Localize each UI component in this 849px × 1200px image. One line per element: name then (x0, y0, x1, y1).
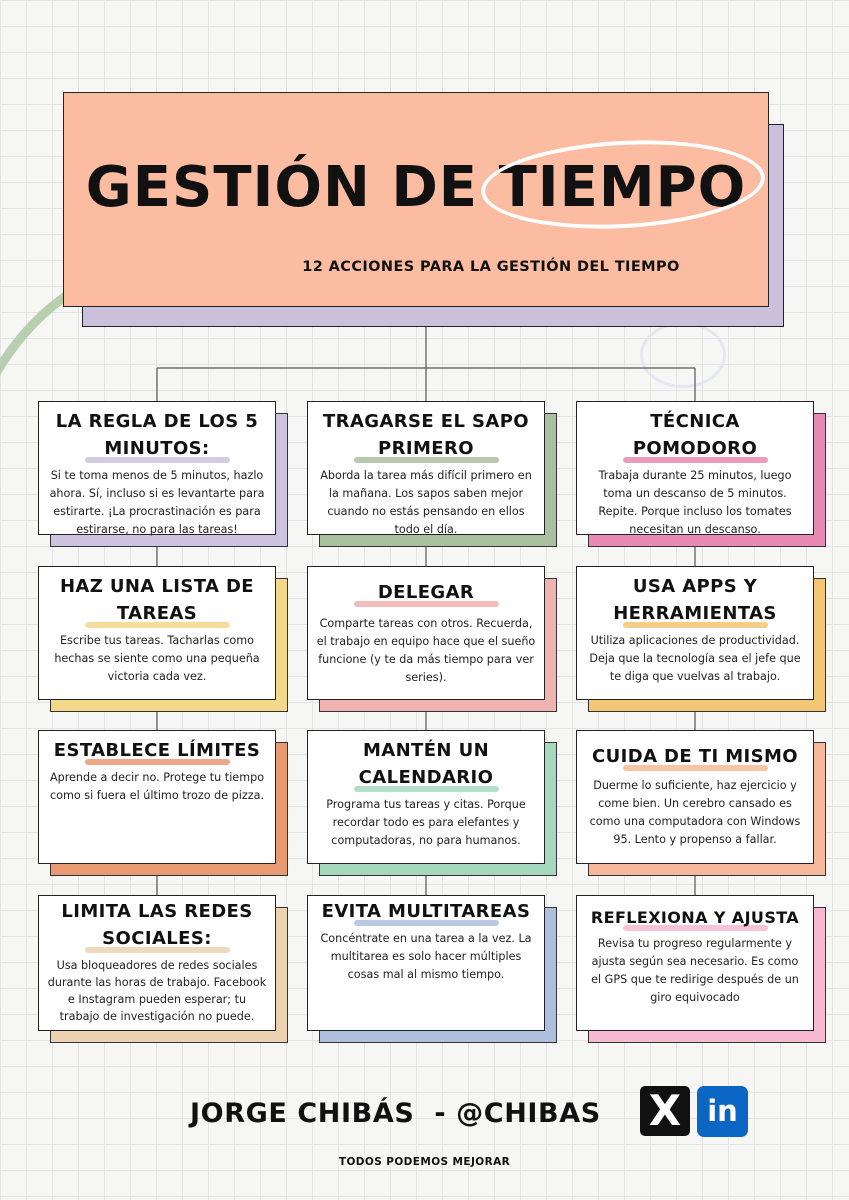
card-body: Usa bloqueadores de redes sociales durante las horas de trabajo. Facebook e Instagram pueden esperar; tu trabajo de investigación no puede. (47, 959, 267, 1023)
card-face (38, 730, 276, 864)
card-title: CUIDA DE TI MISMO (592, 746, 798, 767)
page-subtitle: 12 ACCIONES PARA LA GESTIÓN DEL TIEMPO (302, 259, 680, 275)
card-face (576, 730, 814, 864)
card-body: Trabaja durante 25 minutos, luego toma un descanso de 5 minutos. Repite. Porque incluso los tomates necesitan un descanso. (598, 469, 792, 536)
card-face (576, 566, 814, 700)
card-body: Duerme lo suficiente, haz ejercicio y come bien. Un cerebro cansado es como una computadora con Windows 95. Lento y propenso a fallar. (589, 779, 801, 846)
card-face (307, 895, 545, 1031)
author-handle: JORGE CHIBÁS - @CHIBAS (190, 1098, 601, 1129)
card-cuida-ti-mismo (576, 730, 814, 864)
card-face (307, 401, 545, 535)
card-body: Concéntrate en una tarea a la vez. La multitarea es solo hacer múltiples cosas mal al mismo tiempo. (320, 932, 532, 981)
card-face (38, 401, 276, 535)
card-face (307, 730, 545, 864)
card-apps-herramientas (576, 566, 814, 700)
card-calendario (307, 730, 545, 864)
card-body: Programa tus tareas y citas. Porque recordar todo es para elefantes y computadoras, no para humanos. (326, 798, 526, 847)
card-face (38, 895, 276, 1031)
card-title: TRAGARSE EL SAPO PRIMERO (323, 411, 529, 459)
card-title: HAZ UNA LISTA DE TAREAS (59, 576, 255, 624)
card-body: Si te toma menos de 5 minutos, hazlo ahora. Sí, incluso si es levantarte para estirarte. ¡La procrastinación es para estirarse, no para las tareas! (49, 469, 265, 536)
card-title: DELEGAR (377, 582, 475, 603)
title-highlight: TIEMPO (499, 155, 747, 220)
card-delegar (307, 566, 545, 700)
card-body: Aprende a decir no. Protege tu tiempo como si fuera el último trozo de pizza. (49, 771, 265, 802)
card-face (576, 401, 814, 535)
card-reflexiona-ajusta (576, 895, 814, 1031)
card-face (38, 566, 276, 700)
linkedin-icon[interactable]: in (697, 1086, 748, 1137)
card-body: Comparte tareas con otros. Recuerda, el trabajo en equipo hace que el sueño funcione (y te da más tiempo para ver series). (316, 617, 536, 684)
card-body: Revisa tu progreso regularmente y ajusta según sea necesario. Es como el GPS que te redirige después de un giro equivocado (591, 937, 799, 1004)
card-title: LIMITA LAS REDES SOCIALES: (61, 901, 253, 949)
card-evita-multitareas (307, 895, 545, 1031)
card-face (307, 566, 545, 700)
card-lista-tareas (38, 566, 276, 700)
card-title: MANTÉN UN CALENDARIO (358, 740, 494, 788)
card-title: REFLEXIONA Y AJUSTA (590, 908, 800, 927)
card-body: Aborda la tarea más difícil primero en la mañana. Los sapos saben mejor cuando no estás pensando en ellos todo el día. (320, 469, 532, 536)
tagline: TODOS PODEMOS MEJORAR (338, 1156, 511, 1168)
card-title: ESTABLECE LÍMITES (53, 740, 261, 761)
card-title: EVITA MULTITAREAS (321, 901, 531, 922)
card-body: Utiliza aplicaciones de productividad. Deja que la tecnología sea el jefe que te diga que vuelvas al trabajo. (589, 634, 801, 683)
card-title: USA APPS Y HERRAMIENTAS (613, 576, 777, 624)
card-body: Escribe tus tareas. Tacharlas como hechas se siente como una pequeña victoria cada vez. (54, 634, 260, 683)
card-face (576, 895, 814, 1031)
card-tragarse-sapo (307, 401, 545, 535)
card-regla-5-minutos (38, 401, 276, 535)
x-twitter-icon[interactable]: X (640, 1086, 690, 1136)
card-establece-limites (38, 730, 276, 864)
card-title: LA REGLA DE LOS 5 MINUTOS: (55, 411, 259, 459)
card-redes-sociales (38, 895, 276, 1031)
card-pomodoro (576, 401, 814, 535)
page-title: GESTIÓN DE TIEMPO (64, 155, 768, 220)
card-title: TÉCNICA POMODORO (632, 411, 758, 459)
